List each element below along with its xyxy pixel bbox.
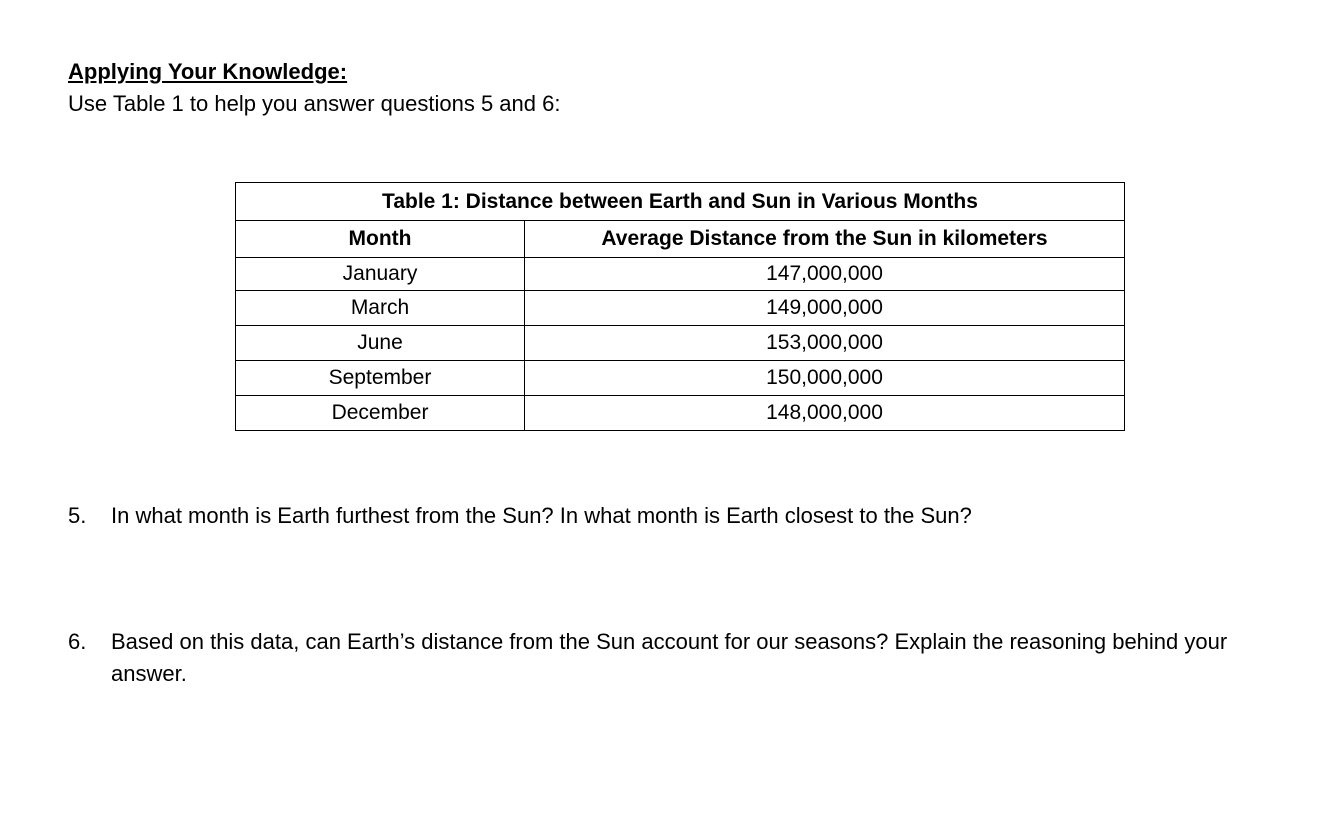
distance-cell: 150,000,000 bbox=[525, 361, 1125, 396]
month-cell: June bbox=[236, 326, 525, 361]
table-caption: Table 1: Distance between Earth and Sun in Various Months bbox=[236, 183, 1125, 221]
column-header-month: Month bbox=[236, 221, 525, 258]
question-text: In what month is Earth furthest from the Sun? In what month is Earth closest to the Sun? bbox=[111, 503, 972, 528]
month-cell: December bbox=[236, 396, 525, 431]
month-cell: March bbox=[236, 291, 525, 326]
question-text: Based on this data, can Earth’s distance from the Sun account for our seasons? Explain the reasoning behind your answer. bbox=[111, 629, 1228, 686]
distance-cell: 153,000,000 bbox=[525, 326, 1125, 361]
question-number: 6. bbox=[68, 629, 87, 654]
distance-cell: 148,000,000 bbox=[525, 396, 1125, 431]
question-5 bbox=[68, 500, 1278, 532]
table-row bbox=[236, 258, 1125, 291]
table-row bbox=[236, 326, 1125, 361]
question-number: 5. bbox=[68, 503, 87, 528]
table-row bbox=[236, 291, 1125, 326]
table-row bbox=[236, 396, 1125, 431]
month-cell: September bbox=[236, 361, 525, 396]
table-caption-row bbox=[236, 183, 1125, 221]
table-row bbox=[236, 361, 1125, 396]
distance-table bbox=[235, 182, 1125, 431]
table-header-row bbox=[236, 221, 1125, 258]
question-6 bbox=[68, 626, 1278, 690]
section-heading: Applying Your Knowledge: bbox=[68, 59, 348, 84]
intro-text: Use Table 1 to help you answer questions 5 and 6: bbox=[68, 91, 561, 116]
distance-cell: 147,000,000 bbox=[525, 258, 1125, 291]
column-header-distance: Average Distance from the Sun in kilometers bbox=[525, 221, 1125, 258]
distance-cell: 149,000,000 bbox=[525, 291, 1125, 326]
month-cell: January bbox=[236, 258, 525, 291]
